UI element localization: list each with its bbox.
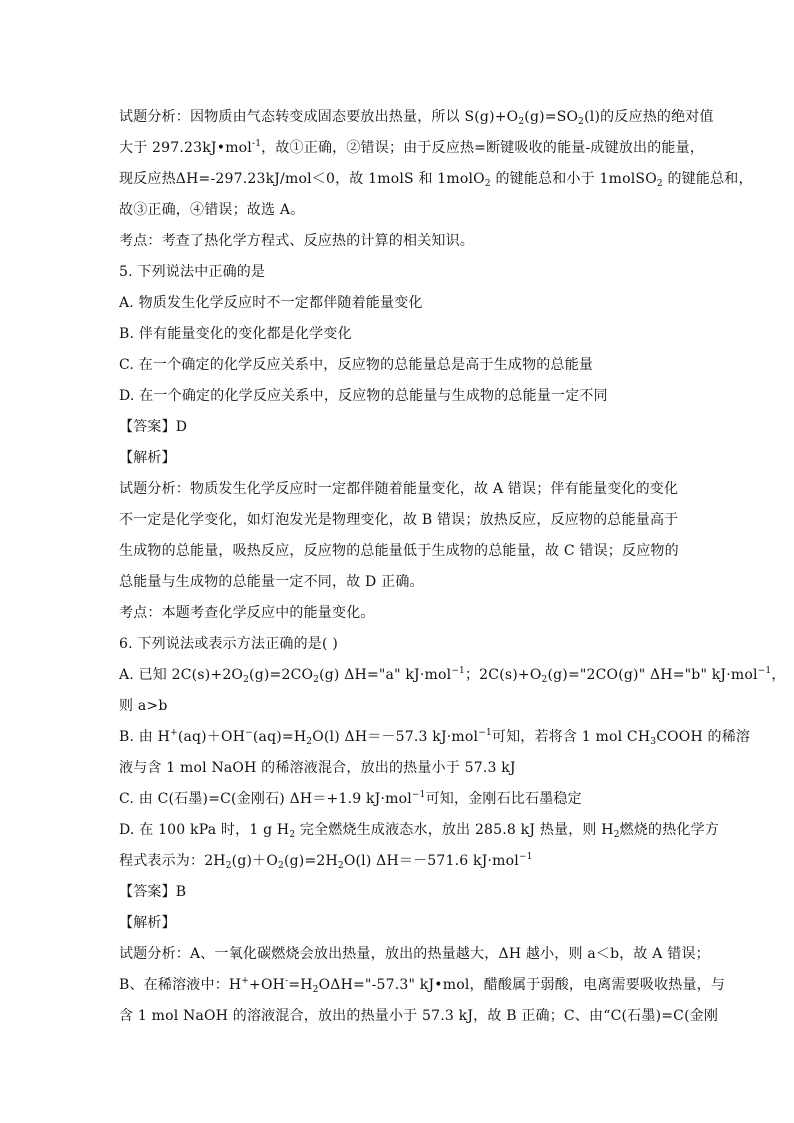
text-line: 含 1 mol NaOH 的溶液混合，放出的热量小于 57.3 kJ，故 B 正确；C、由“C(石墨)=C(金刚 [119,1008,719,1024]
text-line: 考点：本题考查化学反应中的能量变化。 [119,605,375,621]
analysis-label: 【解析】 [119,915,176,931]
option-d: D. 在 100 kPa 时，1 g $H_2$ 完全燃烧生成液态水，放出 285.8 kJ 热量，则 $H_2$燃烧的热化学方 [119,822,720,840]
question-title: 6. 下列说法或表示方法正确的是( ) [119,636,338,652]
question-title: 5. 下列说法中正确的是 [119,264,266,280]
text-line: 大于 297.23kJ•mol$^{-1}$，故①正确，②错误；由于反应热=断键吸收的能量-成键放出的能量， [119,139,705,156]
text-line: 现反应热ΔH=-297.23kJ/mol＜0，故 1molS 和 1molO$_2$ 的键能总和小于 1molSO$_2$ 的键能总和， [119,171,753,189]
text-line: B、在稀溶液中：$H^++OH^-=H_2O\Delta H="-57.3$" kJ•mol，醋酸属于弱酸，电离需要吸收热量，与 [119,976,726,995]
text-line: 试题分析：物质发生化学反应时一定都伴随着能量变化，故 A 错误；伴有能量变化的变化 [119,481,679,497]
text-line: 液与含 1 mol NaOH 的稀溶液混合，放出的热量小于 57.3 kJ [119,760,516,776]
text-line: 考点：考查了热化学方程式、反应热的计算的相关知识。 [119,233,474,249]
option-a: A. 物质发生化学反应时不一定都伴随着能量变化 [119,295,423,311]
text-line: 生成物的总能量，吸热反应，反应物的总能量低于生成物的总能量，故 C 错误；反应物的 [119,543,679,559]
text-line: 则 a>b [119,698,168,714]
analysis-label: 【解析】 [119,450,176,466]
text-line: 故③正确，④错误；故选 A。 [119,202,305,218]
text-line: 程式表示为：$2H_2(g)+O_2(g)=2H_2O(l)$ ΔH＝－571.6 kJ·mol$^{-1}$ [119,852,533,871]
text-line: 不一定是化学变化，如灯泡发光是物理变化，故 B 错误；放热反应，反应物的总能量高于 [119,512,679,528]
text-line: 试题分析：A、一氧化碳燃烧会放出热量，放出的热量越大，ΔH 越小，则 a＜b，故 A 错误； [119,946,710,962]
option-c: C. 在一个确定的化学反应关系中，反应物的总能量总是高于生成物的总能量 [119,357,594,373]
option-c: C. 由 C(石墨)=C(金刚石) ΔH＝+1.9 kJ·mol$^{-1}$可知，金刚石比石墨稳定 [119,790,582,807]
answer-label: 【答案】D [119,419,188,435]
option-d: D. 在一个确定的化学反应关系中，反应物的总能量与生成物的总能量一定不同 [119,388,608,404]
text-line: 总能量与生成物的总能量一定不同，故 D 正确。 [119,574,424,590]
option-a: A. 已知 $2C(s)+2O_2(g)=2CO_2(g)$ ΔH="a" kJ·mol$^{-1}$；$2C(s)+O_2(g)="2CO(g)$" ΔH="b" kJ·mol$^{-1}$， [119,666,786,685]
option-b: B. 由 $H^+(aq)+OH^-(aq)=H_2O(l)$ ΔH＝－57.3 kJ·mol$^{-1}$可知，若将含 1 mol $CH_3COOH$ 的稀溶 [119,728,751,747]
text-line: 试题分析：因物质由气态转变成固态要放出热量，所以 $S(g)+O_2(g)=SO_2(l)$的反应热的绝对值 [119,109,714,127]
option-b: B. 伴有能量变化的变化都是化学变化 [119,326,352,342]
answer-label: 【答案】B [119,884,187,900]
